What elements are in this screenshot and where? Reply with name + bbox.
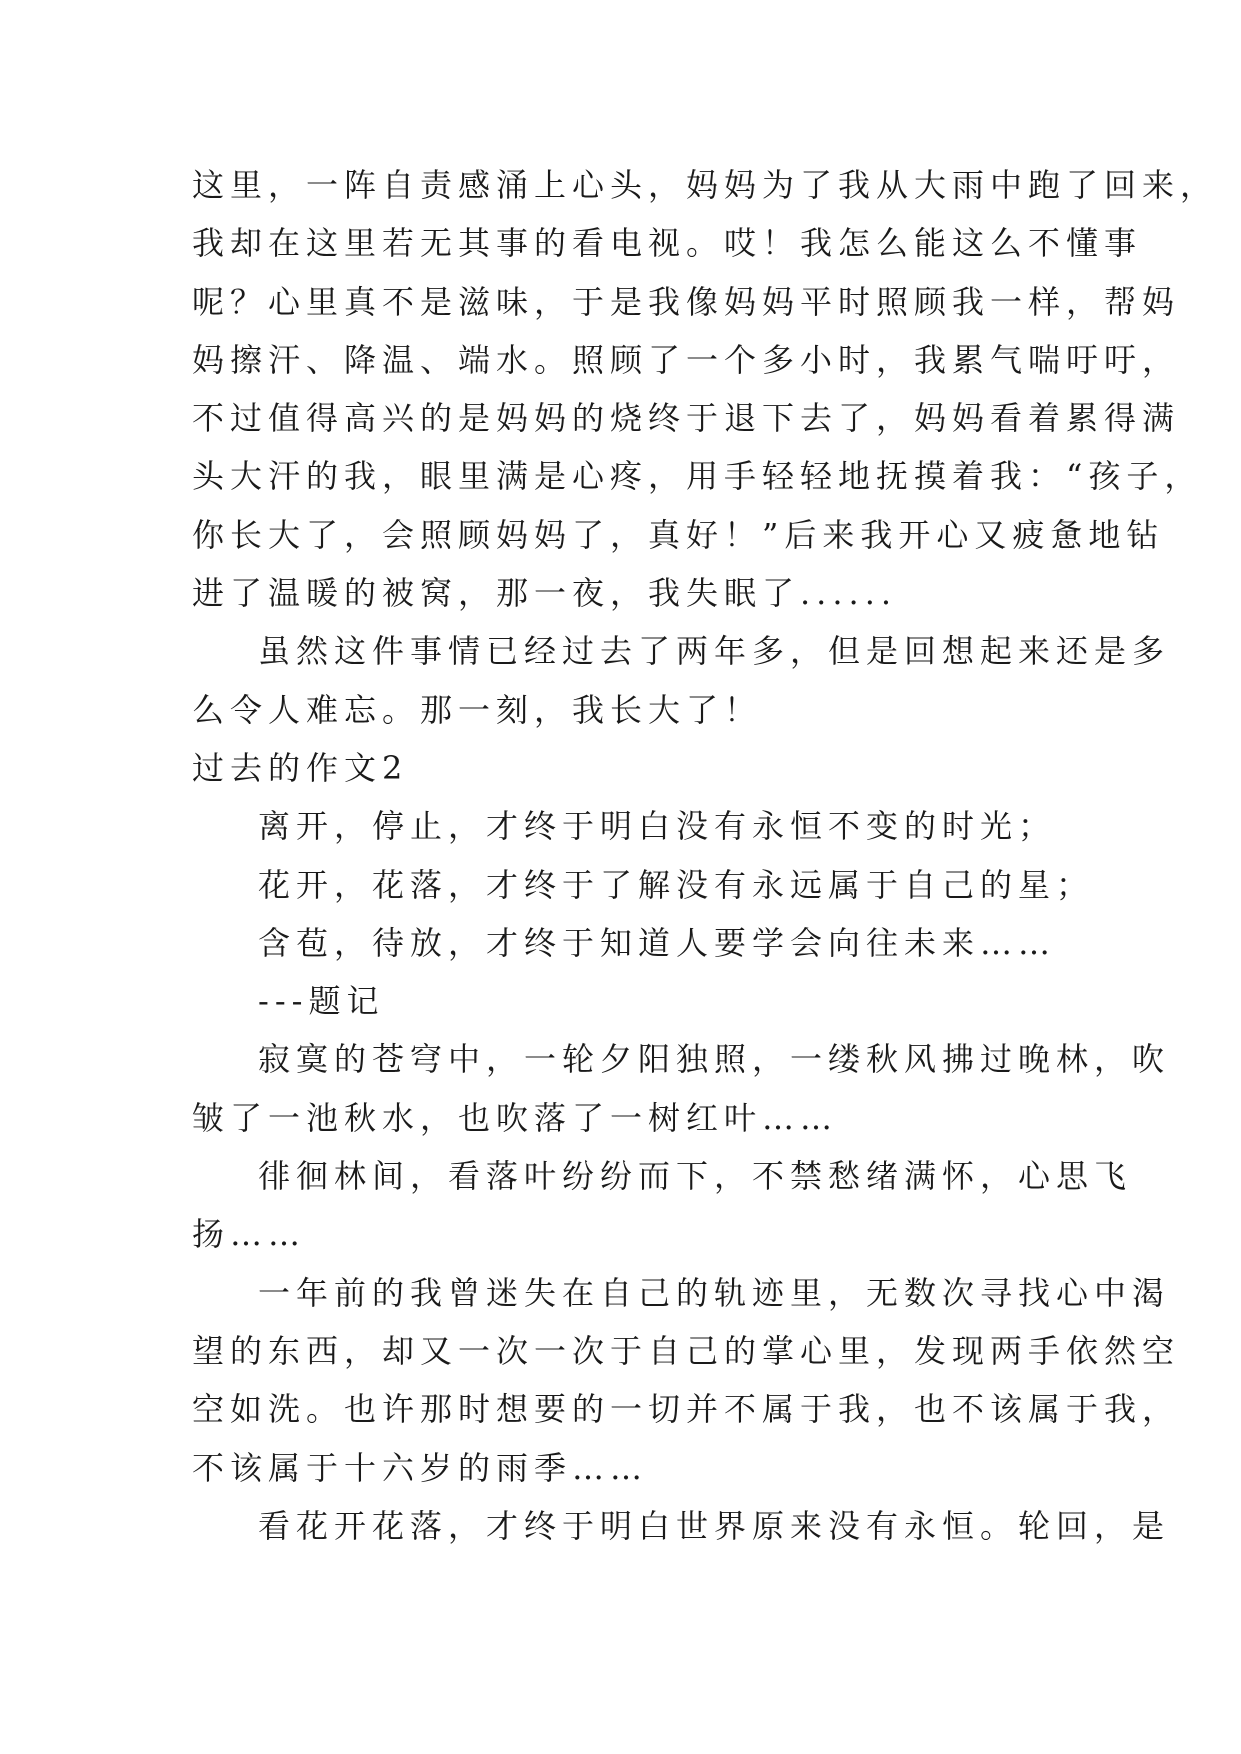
text-line: 呢？心里真不是滋味，于是我像妈妈平时照顾我一样，帮妈: [192, 282, 1181, 321]
paragraph-start-line: 离开，停止，才终于明白没有永恒不变的时光；: [258, 807, 1057, 846]
paragraph-start-line: 花开，花落，才终于了解没有永远属于自己的星；: [258, 865, 1095, 904]
text-line: 扬……: [192, 1215, 307, 1254]
text-line: 不过值得高兴的是妈妈的烧终于退下去了，妈妈看着累得满: [192, 399, 1181, 438]
paragraph-start-line: 虽然这件事情已经过去了两年多，但是回想起来还是多: [258, 632, 1171, 671]
text-line: 头大汗的我，眼里满是心疼，用手轻轻地抚摸着我：“孩子，: [192, 457, 1203, 496]
paragraph-start-line: 含苞，待放，才终于知道人要学会向往未来……: [258, 923, 1057, 962]
text-line: 进了温暖的被窝，那一夜，我失眠了......: [192, 574, 898, 613]
text-line: 望的东西，却又一次一次于自己的掌心里，发现两手依然空: [192, 1331, 1181, 1370]
text-line: 皱了一池秋水，也吹落了一树红叶……: [192, 1098, 839, 1137]
text-line: 你长大了，会照顾妈妈了，真好！”后来我开心又疲惫地钻: [192, 515, 1165, 554]
text-line: 空如洗。也许那时想要的一切并不属于我，也不该属于我，: [192, 1390, 1181, 1429]
text-line: 这里，一阵自责感涌上心头，妈妈为了我从大雨中跑了回来，: [192, 166, 1219, 204]
section-title: 过去的作文2: [192, 748, 409, 787]
text-line: 不该属于十六岁的雨季……: [192, 1448, 649, 1487]
text-line: 么令人难忘。那一刻，我长大了！: [192, 690, 763, 729]
paragraph-start-line: 徘徊林间，看落叶纷纷而下，不禁愁绪满怀，心思飞: [258, 1157, 1133, 1196]
paragraph-start-line: 一年前的我曾迷失在自己的轨迹里，无数次寻找心中渴: [258, 1273, 1171, 1312]
epigraph-attribution: ---题记: [258, 982, 385, 1021]
body-text: [192, 156, 1219, 1555]
paragraph-start-line: 寂寞的苍穹中，一轮夕阳独照，一缕秋风拂过晚林，吹: [258, 1040, 1171, 1079]
paragraph-start-line: 看花开花落，才终于明白世界原来没有永恒。轮回，是: [258, 1506, 1171, 1545]
text-line: 妈擦汗、降温、端水。照顾了一个多小时，我累气喘吁吁，: [192, 340, 1181, 379]
text-line: 我却在这里若无其事的看电视。哎！我怎么能这么不懂事: [192, 224, 1143, 263]
